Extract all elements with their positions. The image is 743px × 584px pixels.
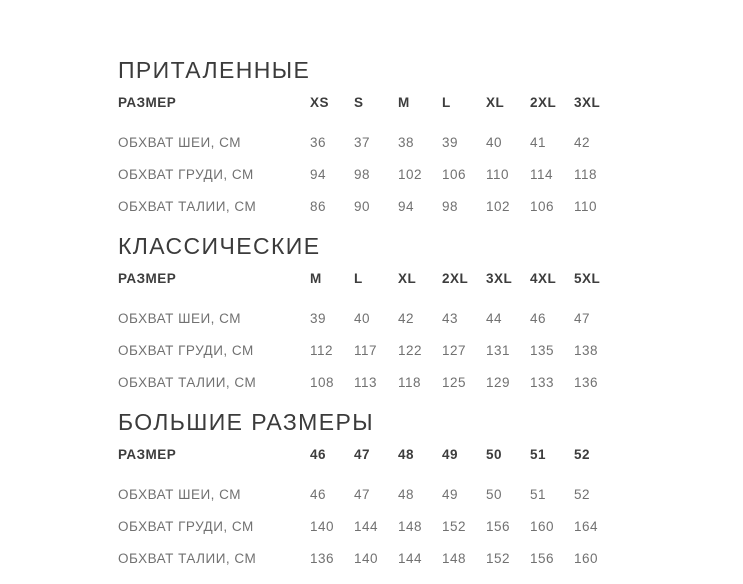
measurement-value: 144 <box>398 551 423 566</box>
size-section <box>118 235 743 408</box>
measurement-value: 102 <box>398 167 423 182</box>
measurement-value: 114 <box>530 167 554 182</box>
measurement-row <box>118 344 618 376</box>
size-header-row <box>118 448 618 488</box>
measurement-value: 160 <box>530 519 555 534</box>
measurement-value: 112 <box>310 343 334 358</box>
measurement-value: 148 <box>398 519 423 534</box>
section-title: ПРИТАЛЕННЫЕ <box>118 57 311 83</box>
size-column-header: 47 <box>354 447 371 462</box>
measurement-value: 52 <box>574 487 591 502</box>
measurement-value: 144 <box>354 519 379 534</box>
measurement-value: 136 <box>310 551 335 566</box>
measurement-value: 133 <box>530 375 555 390</box>
measurement-value: 140 <box>354 551 379 566</box>
measurement-value: 152 <box>486 551 511 566</box>
measurement-value: 38 <box>398 135 415 150</box>
size-column-header: 52 <box>574 447 591 462</box>
measurement-label: ОБХВАТ ТАЛИИ, СМ <box>118 199 257 214</box>
measurement-value: 102 <box>486 199 511 214</box>
measurement-value: 36 <box>310 135 327 150</box>
measurement-value: 113 <box>354 375 378 390</box>
size-column-header: 2XL <box>530 95 557 110</box>
measurement-value: 90 <box>354 199 371 214</box>
size-column-header: 51 <box>530 447 547 462</box>
measurement-value: 127 <box>442 343 467 358</box>
size-column-header: 3XL <box>486 271 513 286</box>
measurement-value: 110 <box>486 167 510 182</box>
size-section <box>118 411 743 584</box>
size-table <box>118 96 618 232</box>
size-column-header: 48 <box>398 447 415 462</box>
size-header-row <box>118 96 618 136</box>
measurement-row <box>118 312 618 344</box>
measurement-label: ОБХВАТ ТАЛИИ, СМ <box>118 375 257 390</box>
measurement-row <box>118 136 618 168</box>
measurement-row <box>118 200 618 232</box>
measurement-value: 49 <box>442 487 459 502</box>
size-column-header: XL <box>486 95 505 110</box>
measurement-value: 148 <box>442 551 467 566</box>
measurement-value: 44 <box>486 311 503 326</box>
size-table <box>118 272 618 408</box>
measurement-value: 43 <box>442 311 459 326</box>
measurement-value: 51 <box>530 487 547 502</box>
size-column-header: L <box>442 95 451 110</box>
measurement-value: 94 <box>310 167 327 182</box>
measurement-row <box>118 520 618 552</box>
measurement-value: 46 <box>530 311 547 326</box>
measurement-label: ОБХВАТ ШЕИ, СМ <box>118 311 241 326</box>
measurement-value: 136 <box>574 375 599 390</box>
measurement-value: 39 <box>310 311 327 326</box>
measurement-value: 41 <box>530 135 547 150</box>
measurement-value: 98 <box>442 199 459 214</box>
size-column-header: 3XL <box>574 95 601 110</box>
measurement-label: ОБХВАТ ТАЛИИ, СМ <box>118 551 257 566</box>
measurement-value: 86 <box>310 199 327 214</box>
measurement-value: 118 <box>398 375 422 390</box>
size-column-header: 4XL <box>530 271 557 286</box>
measurement-label: ОБХВАТ ШЕИ, СМ <box>118 487 241 502</box>
size-section <box>118 59 743 232</box>
measurement-value: 140 <box>310 519 335 534</box>
measurement-label: ОБХВАТ ГРУДИ, СМ <box>118 519 254 534</box>
measurement-value: 164 <box>574 519 599 534</box>
measurement-value: 40 <box>354 311 371 326</box>
measurement-row <box>118 488 618 520</box>
size-header-row <box>118 272 618 312</box>
size-column-header: M <box>398 95 410 110</box>
measurement-value: 42 <box>398 311 415 326</box>
section-title: БОЛЬШИЕ РАЗМЕРЫ <box>118 409 374 435</box>
measurement-value: 108 <box>310 375 335 390</box>
measurement-value: 50 <box>486 487 503 502</box>
measurement-value: 39 <box>442 135 459 150</box>
measurement-value: 47 <box>354 487 371 502</box>
measurement-value: 118 <box>574 167 598 182</box>
measurement-value: 46 <box>310 487 327 502</box>
size-header-label: РАЗМЕР <box>118 95 177 110</box>
size-table <box>118 448 618 584</box>
size-column-header: 50 <box>486 447 503 462</box>
measurement-label: ОБХВАТ ГРУДИ, СМ <box>118 343 254 358</box>
size-column-header: 46 <box>310 447 327 462</box>
measurement-row <box>118 552 618 584</box>
measurement-value: 131 <box>486 343 511 358</box>
size-column-header: 5XL <box>574 271 601 286</box>
measurement-value: 98 <box>354 167 371 182</box>
measurement-value: 106 <box>442 167 467 182</box>
measurement-value: 40 <box>486 135 503 150</box>
measurement-value: 160 <box>574 551 599 566</box>
size-column-header: S <box>354 95 364 110</box>
measurement-value: 47 <box>574 311 591 326</box>
measurement-value: 125 <box>442 375 467 390</box>
section-title: КЛАССИЧЕСКИЕ <box>118 233 321 259</box>
measurement-value: 122 <box>398 343 423 358</box>
size-column-header: XS <box>310 95 330 110</box>
measurement-label: ОБХВАТ ГРУДИ, СМ <box>118 167 254 182</box>
measurement-value: 117 <box>354 343 378 358</box>
measurement-value: 110 <box>574 199 598 214</box>
measurement-value: 152 <box>442 519 467 534</box>
measurement-label: ОБХВАТ ШЕИ, СМ <box>118 135 241 150</box>
size-column-header: L <box>354 271 363 286</box>
size-column-header: 49 <box>442 447 459 462</box>
measurement-row <box>118 376 618 408</box>
measurement-value: 42 <box>574 135 591 150</box>
size-column-header: XL <box>398 271 417 286</box>
measurement-value: 135 <box>530 343 555 358</box>
measurement-value: 129 <box>486 375 511 390</box>
measurement-value: 94 <box>398 199 415 214</box>
measurement-value: 48 <box>398 487 415 502</box>
measurement-value: 106 <box>530 199 555 214</box>
measurement-value: 37 <box>354 135 371 150</box>
size-header-label: РАЗМЕР <box>118 447 177 462</box>
size-column-header: 2XL <box>442 271 469 286</box>
measurement-value: 156 <box>530 551 555 566</box>
measurement-value: 156 <box>486 519 511 534</box>
measurement-value: 138 <box>574 343 599 358</box>
measurement-row <box>118 168 618 200</box>
size-column-header: M <box>310 271 322 286</box>
size-header-label: РАЗМЕР <box>118 271 177 286</box>
